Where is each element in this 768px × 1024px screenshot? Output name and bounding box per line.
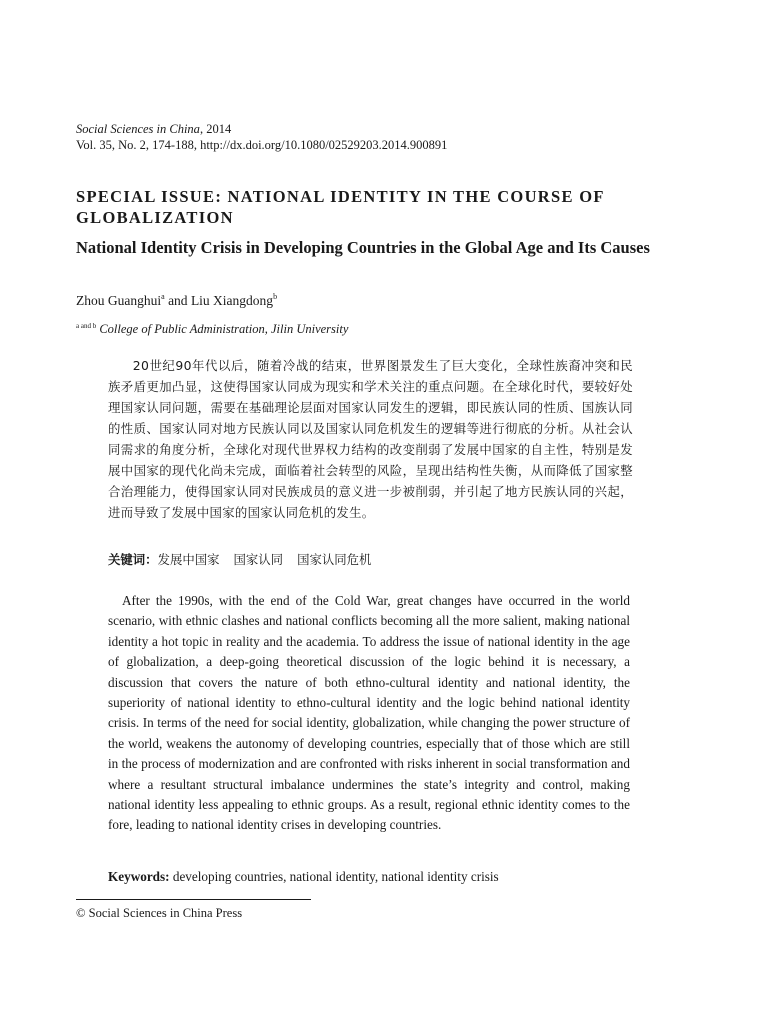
article-title: National Identity Crisis in Developing Countries in the Global Age and Its Causes bbox=[76, 238, 650, 257]
author-superscript: b bbox=[273, 292, 278, 301]
keyword: 国家认同 bbox=[233, 552, 284, 567]
english-keywords bbox=[108, 868, 499, 886]
keywords-list: developing countries, national identity, national identity crisis bbox=[169, 869, 499, 884]
journal-citation bbox=[76, 121, 231, 137]
keyword: 国家认同危机 bbox=[297, 552, 372, 567]
keyword: 发展中国家 bbox=[157, 552, 220, 567]
special-issue-heading: SPECIAL ISSUE: NATIONAL IDENTITY IN THE COURSE OF GLOBALIZATION bbox=[76, 187, 605, 227]
volume-doi-line: Vol. 35, No. 2, 174-188, http://dx.doi.org/10.1080/02529203.2014.900891 bbox=[76, 138, 448, 152]
affiliation-line bbox=[76, 318, 348, 337]
author-name: Liu Xiangdong bbox=[190, 293, 274, 308]
copyright-notice: © Social Sciences in China Press bbox=[76, 906, 243, 920]
author-joiner: and bbox=[164, 293, 191, 308]
affiliation-text: College of Public Administration, Jilin University bbox=[99, 322, 349, 336]
chinese-keywords bbox=[108, 551, 385, 569]
author-name: Zhou Guanghui bbox=[76, 293, 162, 308]
affiliation-superscript: a and b bbox=[76, 322, 97, 330]
author-superscript: a bbox=[161, 292, 165, 301]
keywords-label: Keywords: bbox=[108, 869, 170, 884]
footnote-divider bbox=[76, 899, 311, 900]
journal-name: Social Sciences in China bbox=[76, 122, 200, 136]
english-abstract: After the 1990s, with the end of the Cold War, great changes have occurred in the world scenario, with ethnic clashes and national conflicts becoming all the more salient, making national identity a hot topic in reality and the academia. To address the issue of national identity in the age of globalization, a deep-going theoretical discussion of the logic behind it is necessary, a discussion that covers the nature of both ethno-cultural identity and national identity, the superiority of national identity to ethno-cultural identity and the logic behind national identity crisis. In terms of the need for social identity, globalization, while changing the power structure of the world, weakens the autonomy of developing countries, especially that of those which are still in the process of modernization and are confronted with risks inherent in social transformation and where a resultant structural imbalance undermines the state’s integrity and control, making national identity less appealing to ethnic groups. As a result, regional ethnic identity comes to the fore, leading to national identity crises in developing countries. bbox=[108, 593, 630, 833]
journal-year: , 2014 bbox=[199, 122, 232, 136]
chinese-abstract: 20世纪90年代以后，随着冷战的结束，世界图景发生了巨大变化，全球性族裔冲突和民族矛盾更加凸显，这使得国家认同成为现实和学术关注的重点问题。在全球化时代，要较好处理国家认同问题，需要在基础理论层面对国家认同发生的逻辑，即民族认同的性质、国族认同的性质、国家认同对地方民族认同以及国家认同危机发生的逻辑等进行彻底的分析。从社会认同需求的角度分析，全球化对现代世界权力结构的改变削弱了发展中国家的自主性，特别是发展中国家的现代化尚未完成，面临着社会转型的风险，呈现出结构性失衡，从而降低了国家整合治理能力，使得国家认同对民族成员的意义进一步被削弱，并引起了地方民族认同的兴起，进而导致了发展中国家的国家认同危机的发生。 bbox=[108, 358, 633, 520]
author-line bbox=[76, 288, 277, 310]
keywords-label: 关键词： bbox=[108, 552, 158, 567]
